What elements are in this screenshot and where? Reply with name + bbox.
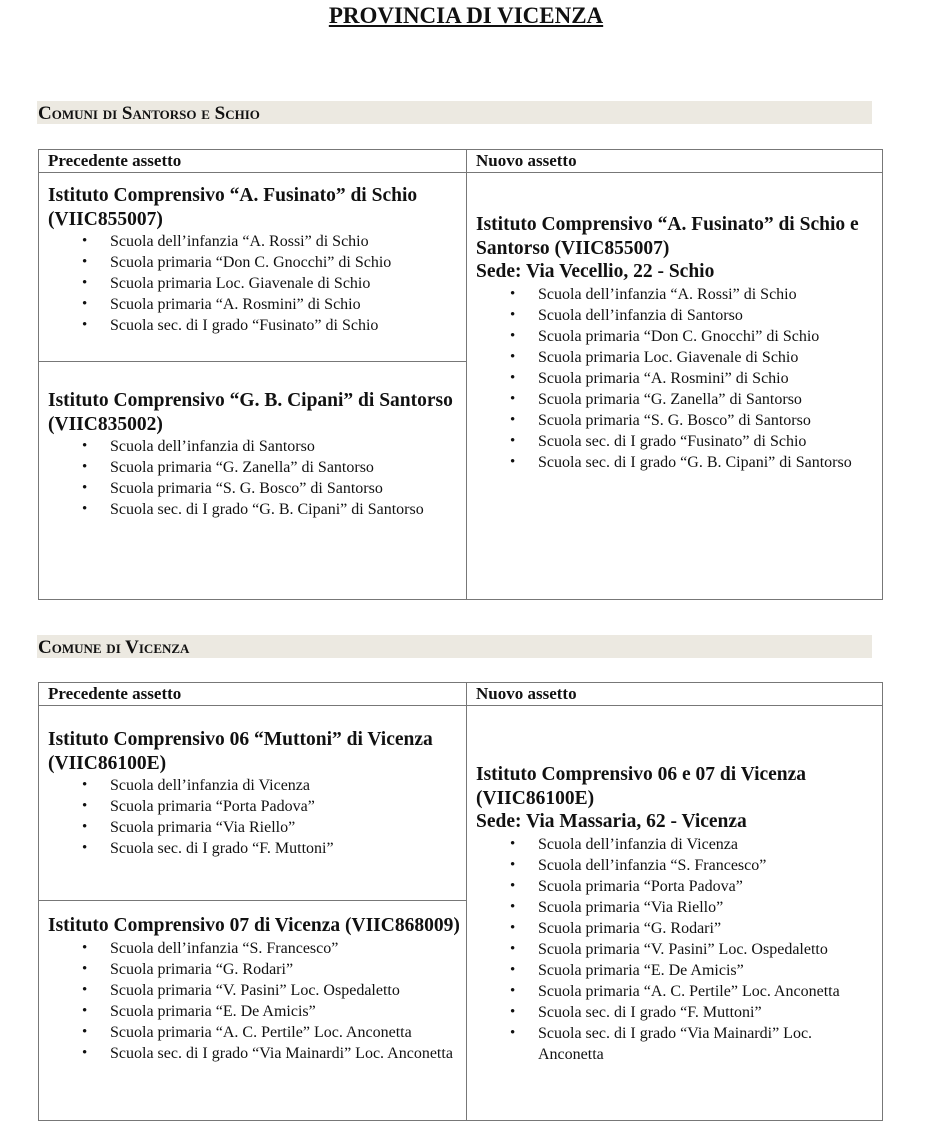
school-list-item: • Scuola dell’infanzia “S. Francesco” [48, 938, 466, 959]
school-list-item: • Scuola sec. di I grado “G. B. Cipani” di Santorso [48, 499, 466, 520]
previous-institute-cell [39, 706, 467, 901]
new-institute-cell [467, 173, 883, 600]
previous-institute-cell [39, 173, 467, 362]
school-list-item: • Scuola primaria “G. Zanella” di Santorso [476, 389, 882, 410]
school-list-item: • Scuola dell’infanzia “A. Rossi” di Schio [476, 284, 882, 305]
school-list-item: • Scuola sec. di I grado “Fusinato” di Schio [48, 315, 466, 336]
school-list-item: • Scuola primaria “Porta Padova” [48, 796, 466, 817]
institute-sede: Sede: Via Massaria, 62 - Vicenza [476, 811, 747, 832]
section-heading-vicenza: Comune di Vicenza [37, 635, 872, 658]
school-list [48, 775, 466, 859]
school-list-item: • Scuola primaria “Don C. Gnocchi” di Schio [48, 252, 466, 273]
school-list-item: • Scuola primaria “S. G. Bosco” di Santorso [48, 478, 466, 499]
school-list-item: • Scuola primaria “E. De Amicis” [48, 1001, 466, 1022]
institute-title: Istituto Comprensivo “A. Fusinato” di Schio e Santorso (VIIC855007) [476, 214, 859, 259]
school-list-item: • Scuola sec. di I grado “Via Mainardi” Loc. Anconetta [48, 1043, 466, 1064]
school-list-item: • Scuola sec. di I grado “Fusinato” di Schio [476, 431, 882, 452]
school-list-item: • Scuola primaria “Via Riello” [48, 817, 466, 838]
school-list [48, 436, 466, 520]
school-list-item: • Scuola primaria “E. De Amicis” [476, 960, 882, 981]
institute-title: Istituto Comprensivo 06 e 07 di Vicenza (VIIC86100E) [476, 764, 807, 809]
school-list-item: • Scuola dell’infanzia “A. Rossi” di Schio [48, 231, 466, 252]
school-list-item: • Scuola primaria “G. Rodari” [48, 959, 466, 980]
school-list-item: • Scuola primaria “V. Pasini” Loc. Ospedaletto [476, 939, 882, 960]
school-list-item: • Scuola primaria “Via Riello” [476, 897, 882, 918]
school-list-item: • Scuola primaria Loc. Giavenale di Schio [48, 273, 466, 294]
institute-sede: Sede: Via Vecellio, 22 - Schio [476, 261, 715, 282]
school-list-item: • Scuola sec. di I grado “G. B. Cipani” di Santorso [476, 452, 882, 473]
column-header-new: Nuovo assetto [467, 150, 883, 173]
institute-title: Istituto Comprensivo 06 “Muttoni” di Vicenza (VIIC86100E) [48, 729, 433, 774]
institute-title: Istituto Comprensivo “G. B. Cipani” di Santorso (VIIC835002) [48, 390, 453, 435]
school-list-item: • Scuola dell’infanzia di Santorso [48, 436, 466, 457]
school-list-item: • Scuola primaria “G. Rodari” [476, 918, 882, 939]
school-list-item: • Scuola dell’infanzia “S. Francesco” [476, 855, 882, 876]
comparison-table-vicenza [38, 682, 883, 1121]
school-list-item: • Scuola primaria “S. G. Bosco” di Santorso [476, 410, 882, 431]
previous-institute-cell [39, 901, 467, 1121]
comparison-table-santorso-schio [38, 149, 883, 600]
new-institute-cell [467, 706, 883, 1121]
school-list-item: • Scuola primaria “A. C. Pertile” Loc. Anconetta [476, 981, 882, 1002]
school-list-item: • Scuola primaria “Don C. Gnocchi” di Schio [476, 326, 882, 347]
school-list-item: • Scuola primaria “G. Zanella” di Santorso [48, 457, 466, 478]
column-header-previous: Precedente assetto [39, 683, 467, 706]
school-list-item: • Scuola primaria Loc. Giavenale di Schio [476, 347, 882, 368]
school-list-item: • Scuola dell’infanzia di Vicenza [48, 775, 466, 796]
school-list-item: • Scuola sec. di I grado “Via Mainardi” Loc. Anconetta [476, 1023, 882, 1065]
page-title: PROVINCIA DI VICENZA [328, 3, 604, 28]
school-list-item: • Scuola dell’infanzia di Santorso [476, 305, 882, 326]
institute-title: Istituto Comprensivo 07 di Vicenza (VIIC868009) [48, 915, 460, 936]
section-heading-santorso-schio: Comuni di Santorso e Schio [37, 101, 872, 124]
previous-institute-cell [39, 362, 467, 600]
school-list-item: • Scuola primaria “A. C. Pertile” Loc. Anconetta [48, 1022, 466, 1043]
school-list-item: • Scuola sec. di I grado “F. Muttoni” [48, 838, 466, 859]
institute-title: Istituto Comprensivo “A. Fusinato” di Schio (VIIC855007) [48, 185, 418, 230]
school-list-item: • Scuola primaria “Porta Padova” [476, 876, 882, 897]
school-list-item: • Scuola primaria “A. Rosmini” di Schio [48, 294, 466, 315]
column-header-previous: Precedente assetto [39, 150, 467, 173]
column-header-new: Nuovo assetto [467, 683, 883, 706]
school-list [48, 938, 466, 1064]
school-list-item: • Scuola primaria “A. Rosmini” di Schio [476, 368, 882, 389]
school-list [476, 284, 882, 473]
school-list [476, 834, 882, 1065]
school-list [48, 231, 466, 336]
school-list-item: • Scuola sec. di I grado “F. Muttoni” [476, 1002, 882, 1023]
school-list-item: • Scuola primaria “V. Pasini” Loc. Ospedaletto [48, 980, 466, 1001]
school-list-item: • Scuola dell’infanzia di Vicenza [476, 834, 882, 855]
